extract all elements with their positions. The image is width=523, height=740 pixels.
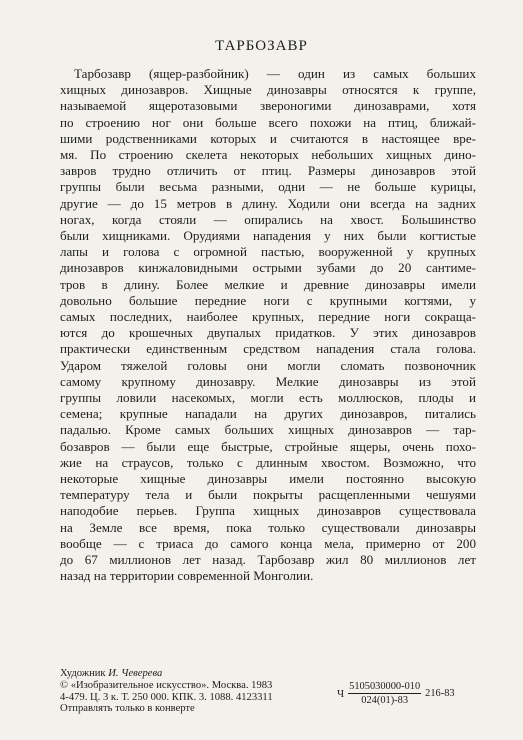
text-line: самому крупному динозавру. Мелкие динозавры из этой: [60, 373, 476, 389]
text-line: мя. По строению скелета некоторых небольших хищных дино-: [60, 147, 476, 163]
text-line: шими родственниками которых и считаются в настоящее вре-: [60, 130, 476, 146]
text-line: группы были весьма разными, одни — не больше курицы,: [60, 179, 476, 195]
text-line: самых последних, наиболее крупных, передние ноги сокраща-: [60, 309, 476, 325]
text-line: группы ловили насекомых, могли есть моллюсков, плоды и: [60, 390, 476, 406]
text-line: называемой ящеротазовыми звероногими динозаврами, хотя: [60, 98, 476, 114]
artist-credit: [60, 668, 273, 680]
text-line: были хищниками. Орудиями нападения у них были когтистые: [60, 228, 476, 244]
text-line: на Земле все время, пока только существовали динозавры: [60, 519, 476, 535]
code-numerator: 5105030000-010: [349, 681, 421, 692]
text-line: вообще — с триаса до самого конца мела, примерно от 200: [60, 535, 476, 551]
text-line: Тарбозавр (ящер-разбойник) — один из самых больших: [74, 66, 476, 81]
code-fraction: [348, 681, 421, 706]
catalog-code: [337, 681, 455, 706]
copyright-line: © «Изобразительное искусство». Москва. 1983: [60, 679, 273, 691]
code-suffix: 216-83: [425, 688, 455, 699]
imprint: [60, 668, 273, 715]
text-line: ются до крошечных двупалых придатков. У этих динозавров: [60, 325, 476, 341]
code-denominator: 024(01)-83: [361, 695, 409, 706]
artist-label: Художник: [60, 668, 106, 679]
text-line: по строению ног они больше всего похожи на птиц, ближай-: [60, 114, 476, 130]
text-line: наподобие перьев. Группа хищных динозавров существовала: [60, 503, 476, 519]
text-line: до 67 миллионов лет назад. Тарбозавр жил 80 миллионов лет: [60, 552, 476, 568]
text-line: Ударом тяжелой головы они могли сломать позвоночник: [60, 357, 476, 373]
text-line: падалью. Кроме самых больших хищных динозавров — тар-: [60, 422, 476, 438]
artist-name: И. Чеверева: [108, 668, 163, 679]
text-line: динозавров кинжаловидными острыми зубами до 20 сантиме-: [60, 260, 476, 276]
page-title: ТАРБОЗАВР: [215, 38, 308, 54]
code-prefix: Ч: [337, 687, 345, 700]
print-info-line: 4-479. Ц. 3 к. Т. 250 000. КПК. 3. 1088. 4123311: [60, 691, 273, 703]
text-line: завров трудно отличить от птиц. Размеры динозавров этой: [60, 163, 476, 179]
article-text: [60, 66, 476, 585]
text-line: бозавров — были еще быстрые, стройные ящеры, очень похо-: [60, 438, 476, 454]
text-line: лапы и голова с огромной пастью, вооруженной у крупных: [60, 244, 476, 260]
text-line: назад на территории современной Монголии.: [60, 568, 314, 584]
text-line: жие на страусов, только с длинным хвостом. Возможно, что: [60, 454, 476, 470]
text-line: довольно большие передние ноги с крупными когтями, у: [60, 292, 476, 308]
text-line: хищных динозавров. Хищные динозавры относятся к группе,: [60, 82, 476, 98]
text-line: тров в длину. Более мелкие и древние динозавры имели: [60, 276, 476, 292]
text-line: другие — до 15 метров в длину. Ходили они всегда на задних: [60, 195, 476, 211]
text-line: практически единственным средством нападения стала голова.: [60, 341, 476, 357]
text-line: семена; крупные нападали на других динозавров, питались: [60, 406, 476, 422]
mailing-note: Отправлять только в конверте: [60, 703, 195, 715]
text-line: ногах, когда стояли — опирались на хвост. Большинство: [60, 211, 476, 227]
text-line: температуру тела и были покрыты расщепленными чешуями: [60, 487, 476, 503]
text-line: некоторые хищные динозавры имели постоянно высокую: [60, 471, 476, 487]
